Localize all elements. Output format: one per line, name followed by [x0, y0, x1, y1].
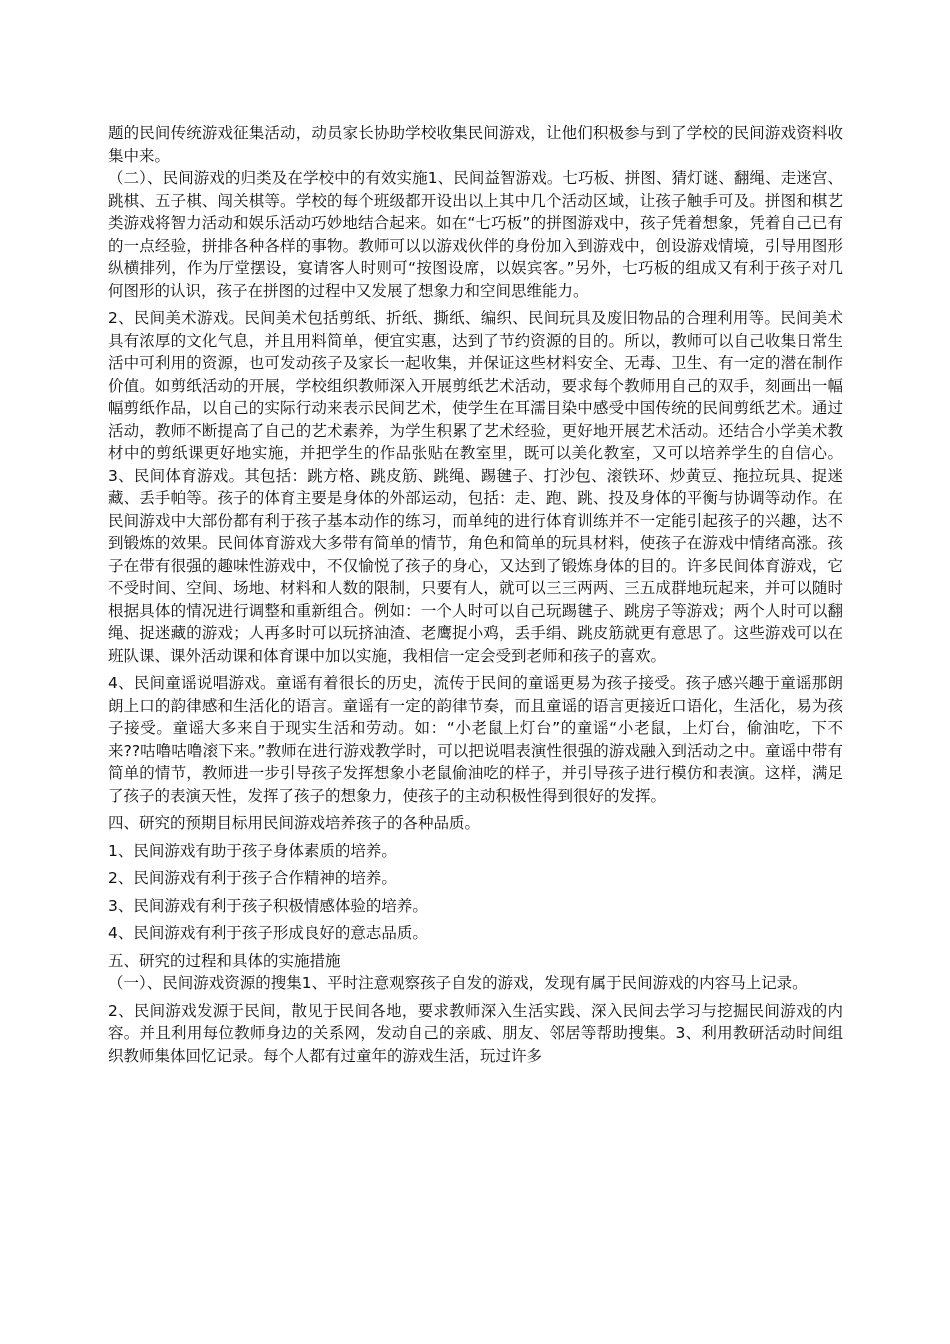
section-heading-goals: 四、研究的预期目标用民间游戏培养孩子的各种品质。 — [108, 814, 481, 832]
goal-item-4: 4、民间游戏有利于孩子形成良好的意志品质。 — [108, 924, 428, 942]
paragraph-folk-origin: 2、民间游戏发源于民间，散见于民间各地，要求教师深入生活实践、深入民间去学习与挖掘民间游戏的内容。并且利用每位教师身边的关系网，发动自己的亲戚、朋友、邻居等帮助搜集。3、利用教研活动时间组织教师集体回忆记录。每个人都有过童年的游戏生活，玩过许多 — [108, 1001, 843, 1065]
goal-item-1: 1、民间游戏有助于孩子身体素质的培养。 — [108, 841, 397, 860]
goal-item-3: 3、民间游戏有利于孩子积极情感体验的培养。 — [108, 896, 428, 915]
paragraph-intro: 题的民间传统游戏征集活动，动员家长协助学校收集民间游戏，让他们积极参与到了学校的民间游戏资料收集中来。 — [108, 124, 843, 165]
document-body — [108, 122, 843, 1072]
section-heading-process: 五、研究的过程和具体的实施措施 — [108, 951, 341, 970]
paragraph-art-and-sports-games: 2、民间美术游戏。民间美术包括剪纸、折纸、撕纸、编织、民间玩具及废旧物品的合理利用等。民间美术具有浓厚的文化气息，并且用料简单，便宜实惠，达到了节约资源的目的。所以，教师可以自己收集日常生活中可利用的资源，也可发动孩子及家长一起收集，并保证这些材料安全、无毒、卫生、有一定的潜在制作价值。如剪纸活动的开展，学校组织教师深入开展剪纸艺术活动，要求每个教师用自己的双手，刻画出一幅幅剪纸作品，以自己的实际行动来表示民间艺术，使学生在耳濡目染中感受中国传统的民间剪纸艺术。通过活动，教师不断提高了自己的艺术素养，为学生积累了艺术经验，更好地开展艺术活动。还结合小学美术教材中的剪纸课更好地实施，并把学生的作品张贴在教室里，既可以美化教室，又可以培养学生的自信心。3、民间体育游戏。其包括：跳方格、跳皮筋、跳绳、踢毽子、打沙包、滚铁环、炒黄豆、拖拉玩具、捉迷藏、丢手帕等。孩子的体育主要是身体的外部运动，包括：走、跑、跳、投及身体的平衡与协调等动作。在民间游戏中大部份都有利于孩子基本动作的练习，而单纯的进行体育训练并不一定能引起孩子的兴趣，达不到锻炼的效果。民间体育游戏大多带有简单的情节，角色和简单的玩具材料，使孩子在游戏中情绪高涨。孩子在带有很强的趣味性游戏中，不仅愉悦了孩子的身心，又达到了锻炼身体的目的。许多民间体育游戏，它不受时间、空间、场地、材料和人数的限制，只要有人，就可以三三两两、三五成群地玩起来，并可以随时根据具体的情况进行调整和重新组合。例如：一个人时可以自己玩踢毽子、跳房子等游戏；两个人时可以翻绳、捉迷藏的游戏；人再多时可以玩挤油渣、老鹰捉小鸡，丢手绢、跳皮筋就更有意思了。这些游戏可以在班队课、课外活动课和体育课中加以实施，我相信一定会受到老师和孩子的喜欢。 — [108, 309, 843, 665]
goal-item-2: 2、民间游戏有利于孩子合作精神的培养。 — [108, 869, 397, 887]
paragraph-resource-collection: （一）、民间游戏资源的搜集1、平时注意观察孩子自发的游戏，发现有属于民间游戏的内容马上记录。 — [108, 974, 808, 992]
paragraph-puzzle-games: （二）、民间游戏的归类及在学校中的有效实施1、民间益智游戏。七巧板、拼图、猜灯谜、翻绳、走迷宫、跳棋、五子棋、闯关棋等。学校的每个班级都开设出以上其中几个活动区域，让孩子触手可及。拼图和棋艺类游戏将智力活动和娱乐活动巧妙地结合起来。如在“七巧板”的拼图游戏中，孩子凭着想象，凭着自己已有的一点经验，拼排各种各样的事物。教师可以以游戏伙伴的身份加入到游戏中，创设游戏情境，引导用图形纵横排列，作为厅堂摆设，宴请客人时则可“按图设席，以娱宾客。”另外，七巧板的组成又有利于孩子对几何图形的认识，孩子在拼图的过程中又发展了想象力和空间思维能力。 — [108, 169, 843, 300]
paragraph-nursery-rhyme-games: 4、民间童谣说唱游戏。童谣有着很长的历史，流传于民间的童谣更易为孩子接受。孩子感兴趣于童谣那朗朗上口的韵律感和生活化的语言。童谣有一定的韵律节奏，而且童谣的语言更接近口语化，生活化，易为孩子接受。童谣大多来自于现实生活和劳动。如：“小老鼠上灯台”的童谣“小老鼠，上灯台，偷油吃，下不来??咕噜咕噜滚下来。”教师在进行游戏教学时，可以把说唱表演性很强的游戏融入到活动之中。童谣中带有简单的情节，教师进一步引导孩子发挥想象小老鼠偷油吃的样子，并引导孩子进行模仿和表演。这样，满足了孩子的表演天性，发挥了孩子的想象力，使孩子的主动积极性得到很好的发挥。 — [108, 674, 843, 805]
